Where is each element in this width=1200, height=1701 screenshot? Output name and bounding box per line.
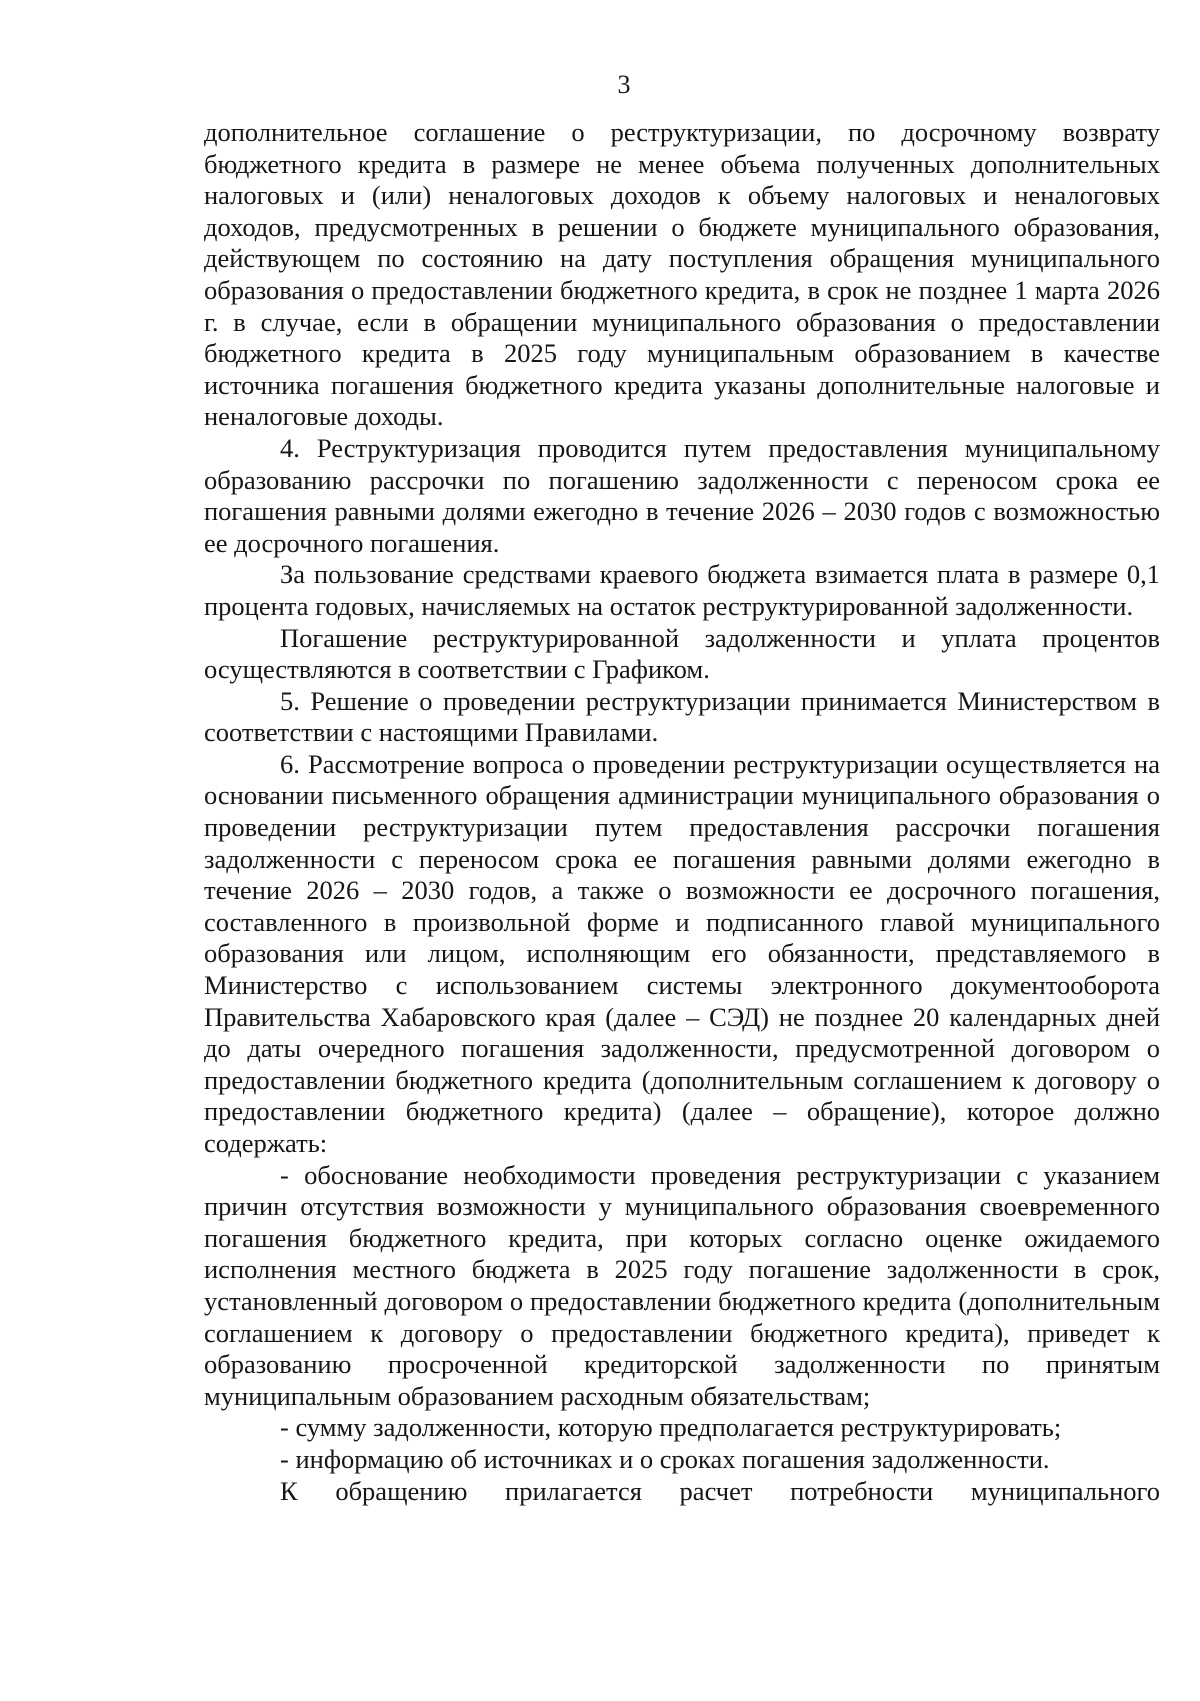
paragraph-repayment-schedule: Погашение реструктурированной задолженности и уплата процентов осуществляются в соответствии с Графиком.	[204, 622, 1160, 685]
list-item-debt-amount: - сумму задолженности, которую предполагается реструктурировать;	[280, 1412, 1062, 1443]
list-item-justification: - обоснование необходимости проведения реструктуризации с указанием причин отсутствия возможности у муниципального образования своевременного погашения бюджетного кредита, при которых согласно оценке ожидаемого исполнения местного бюджета в 2025 году погашение задолженности в срок, установленный договором о предоставлении бюджетного кредита (дополнительным соглашением к договору о предоставлении бюджетного кредита), приведет к образованию просроченной кредиторской задолженности по принятым муниципальным образованием расходным обязательствам;	[204, 1159, 1160, 1411]
page-number: 3	[617, 70, 631, 99]
paragraph-item-5: 5. Решение о проведении реструктуризации принимается Министерством в соответствии с настоящими Правилами.	[204, 685, 1160, 748]
paragraph-item-6: 6. Рассмотрение вопроса о проведении реструктуризации осуществляется на основании письменного обращения администрации муниципального образования о проведении реструктуризации путем предоставления рассрочки погашения задолженности с переносом срока ее погашения равными долями ежегодно в течение 2026 – 2030 годов, а также о возможности ее досрочного погашения, составленного в произвольной форме и подписанного главой муниципального образования или лицом, исполняющим его обязанности, представляемого в Министерство с использованием системы электронного документооборота Правительства Хабаровского края (далее – СЭД) не позднее 20 календарных дней до даты очередного погашения задолженности, предусмотренной договором о предоставлении бюджетного кредита (дополнительным соглашением к договору о предоставлении бюджетного кредита) (далее – обращение), которое должно содержать:	[204, 748, 1160, 1158]
list-item-sources-info: - информацию об источниках и о сроках погашения задолженности.	[280, 1443, 1050, 1474]
paragraph-continuation: дополнительное соглашение о реструктуризации, по досрочному возврату бюджетного кредита в размере не менее объема полученных дополнительных налоговых и (или) неналоговых доходов к объему налоговых и неналоговых доходов, предусмотренных в решении о бюджете муниципального образования, действующем по состоянию на дату поступления обращения муниципального образования о предоставлении бюджетного кредита, в срок не позднее 1 марта 2026 г. в случае, если в обращении муниципального образования о предоставлении бюджетного кредита в 2025 году муниципальным образованием в качестве источника погашения бюджетного кредита указаны дополнительные налоговые и неналоговые доходы.	[204, 117, 1160, 432]
paragraph-attachment: К обращению прилагается расчет потребности муниципального	[280, 1475, 1160, 1506]
document-body	[204, 117, 1160, 1507]
paragraph-item-4: 4. Реструктуризация проводится путем предоставления муниципальному образованию рассрочки по погашению задолженности с переносом срока ее погашения равными долями ежегодно в течение 2026 – 2030 годов с возможностью ее досрочного погашения.	[204, 432, 1160, 558]
paragraph-interest-fee: За пользование средствами краевого бюджета взимается плата в размере 0,1 процента годовых, начисляемых на остаток реструктурированной задолженности.	[204, 559, 1160, 621]
